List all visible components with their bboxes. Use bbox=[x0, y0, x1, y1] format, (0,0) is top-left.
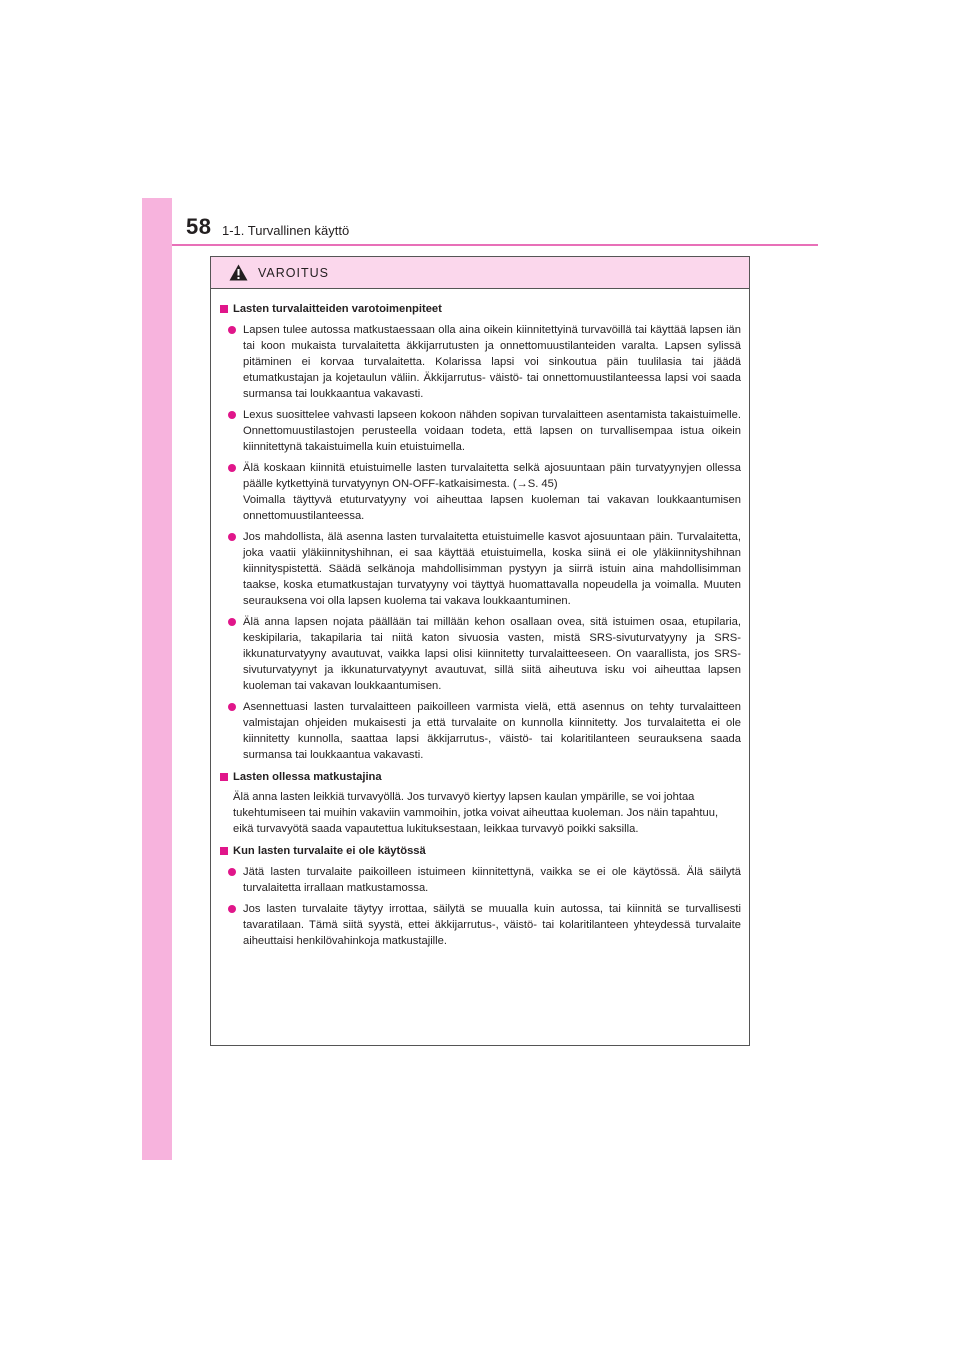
section-heading-text: Lasten ollessa matkustajina bbox=[233, 771, 382, 783]
square-bullet-icon bbox=[220, 773, 228, 781]
bullet-line: Asennettuasi lasten turvalaitteen paikoilleen varmista vielä, että asennus on tehty turvalaitteen valmistajan ohjeiden mukaisesti ja että turvalaite on kunnolla kiinnitetty. Jos turvalaitetta ei ole kiinnitetty kunnolla, saattaa lapsi äkkijarrutus-, väistö- tai kolaritilanteen seurauksena saada surmansa tai loukkaantua vakavasti. bbox=[243, 701, 741, 761]
bullet-text bbox=[243, 864, 741, 896]
circle-bullet-icon bbox=[228, 326, 236, 334]
square-bullet-icon bbox=[220, 305, 228, 313]
warning-header bbox=[211, 257, 749, 289]
bullet-line: Lapsen tulee autossa matkustaessaan olla aina oikein kiinnitettyinä turvavöillä tai käyttää lapsen iän tai koon mukaista turvalaitetta äkkijarrutusten ja onnettomuustilanteiden varalta. Lapsen sylissä pitäminen ei korvaa turvalaitetta. Kolarissa lapsi voi sinkoutua päin tuulilasia tai jäädä etumatkustajan ja kojetaulun väliin. Äkkijarrutus- väistö- tai onnettomuustilanteessa lapsi voi saada surmansa tai loukkaantua vakavasti. bbox=[243, 324, 741, 400]
section-heading bbox=[220, 301, 741, 317]
bullet-line: Älä anna lapsen nojata päällään tai millään kehon osallaan ovea, sitä istuimen osaa, etupilaria, keskipilaria, takapilaria tai niitä katon sivuosia vasten, mistä SRS-sivuturvatyyny ja SRS-ikkunaturvatyyny avautuvat, vaikka lapsi olisi kiinnitetty turvalaitteeseen. On vaarallista, jos SRS-sivuturvatyynyt ja ikkunaturvatyynyt avautuvat, sillä siitä aiheutuva isku voi aiheuttaa lapsen kuoleman tai vakavan loukkaantumisen. bbox=[243, 616, 741, 692]
bullet-item bbox=[220, 699, 741, 763]
bullet-item bbox=[220, 864, 741, 896]
bullet-line: Älä koskaan kiinnitä etuistuimelle lasten turvalaitetta selkä ajosuuntaan päin turvatyynyjen ollessa päälle kytkettyinä turvatyynyn ON-OFF-katkaisimesta. (→S. 45) bbox=[243, 462, 741, 490]
section-heading bbox=[220, 843, 741, 859]
section-heading bbox=[220, 769, 741, 785]
circle-bullet-icon bbox=[228, 868, 236, 876]
bullet-item bbox=[220, 529, 741, 609]
bullet-text bbox=[243, 322, 741, 402]
warning-triangle-icon bbox=[229, 264, 248, 281]
circle-bullet-icon bbox=[228, 464, 236, 472]
bullet-text bbox=[243, 901, 741, 949]
page-number: 58 bbox=[186, 214, 212, 239]
bullet-line: Jos lasten turvalaite täytyy irrottaa, säilytä se muualla kuin autossa, tai kiinnitä se turvallisesti tavaratilaan. Tämä siitä syystä, ettei äkkijarrutus-, väistö- tai kolaritilanteen yhteydessä turvalaite aiheuttaisi henkilövahinkoja matkustajille. bbox=[243, 903, 741, 947]
bullet-text bbox=[243, 407, 741, 455]
circle-bullet-icon bbox=[228, 905, 236, 913]
bullet-line: Jos mahdollista, älä asenna lasten turvalaitetta etuistuimelle kasvot ajosuuntaan päin. Turvalaitetta, joka vaatii yläkiinnityshihnan, ei saa käyttää etuistuimella, koska siinä ei ole yläkiinnityshihnan kiinnityspistettä. Säädä selkänoja mahdollisimman pystyyn ja siirrä istuin aina mahdollisimman taakse, koska etumatkustajan turvatyyny voi täyttyä huomattavalla nopeudella ja voimalla. Muuten seurauksena voi olla lapsen kuolema tai vakava loukkaantuminen. bbox=[243, 531, 741, 607]
warning-body bbox=[211, 289, 749, 949]
bullet-text bbox=[243, 699, 741, 763]
circle-bullet-icon bbox=[228, 618, 236, 626]
section-heading-text: Lasten turvalaitteiden varotoimenpiteet bbox=[233, 303, 442, 315]
body-paragraph: Älä anna lasten leikkiä turvavyöllä. Jos turvavyö kiertyy lapsen kaulan ympärille, se voi johtaa tukehtumiseen tai muihin vakaviin vammoihin, jotka voivat aiheuttaa kuoleman. Jos näin tapahtuu, eikä turvavyötä saada vapautettua lukituksestaan, leikkaa turvavyö poikki saksilla. bbox=[233, 791, 719, 835]
bullet-text bbox=[243, 614, 741, 694]
circle-bullet-icon bbox=[228, 703, 236, 711]
square-bullet-icon bbox=[220, 847, 228, 855]
bullet-line: Lexus suosittelee vahvasti lapseen kokoon nähden sopivan turvalaitteen asentamista takaistuimelle. Onnettomuustilastojen perusteella voidaan todeta, että lapsen on turvallisempaa istua oikein kiinnitettynä takaistuimella kuin etuistuimella. bbox=[243, 409, 741, 453]
circle-bullet-icon bbox=[228, 533, 236, 541]
bullet-item bbox=[220, 901, 741, 949]
side-tab-band bbox=[142, 198, 172, 1160]
warning-title: VAROITUS bbox=[258, 265, 329, 280]
bullet-item bbox=[220, 460, 741, 524]
bullet-text bbox=[243, 529, 741, 609]
section-heading-text: Kun lasten turvalaite ei ole käytössä bbox=[233, 845, 426, 857]
bullet-item bbox=[220, 407, 741, 455]
section-title: 1-1. Turvallinen käyttö bbox=[222, 223, 350, 238]
bullet-line: Jätä lasten turvalaite paikoilleen istuimeen kiinnitettynä, vaikka se ei ole käytössä. Älä säilytä turvalaitetta irrallaan matkustamossa. bbox=[243, 866, 741, 894]
bullet-text bbox=[243, 460, 741, 524]
header-rule bbox=[172, 244, 818, 246]
bullet-line: Voimalla täyttyvä etuturvatyyny voi aiheuttaa lapsen kuoleman tai vakavan loukkaantumisen onnettomuustilanteessa. bbox=[243, 494, 741, 522]
warning-box bbox=[210, 256, 750, 1046]
circle-bullet-icon bbox=[228, 411, 236, 419]
bullet-item bbox=[220, 614, 741, 694]
bullet-item bbox=[220, 322, 741, 402]
